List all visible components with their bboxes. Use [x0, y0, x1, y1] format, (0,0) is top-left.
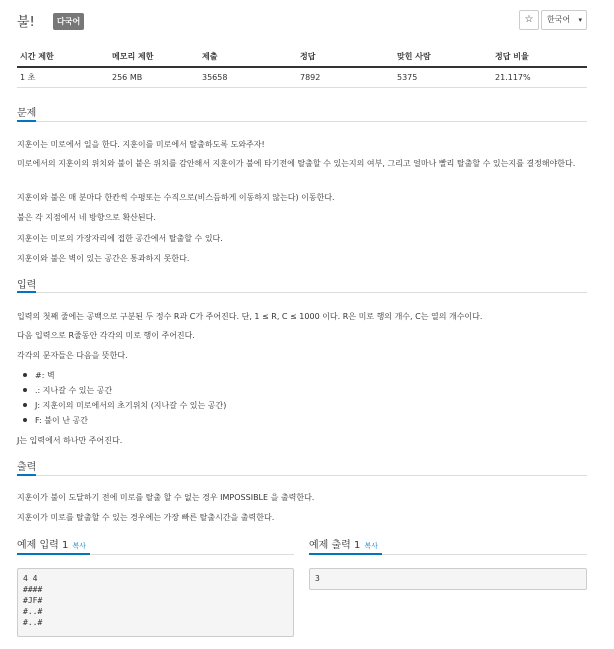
language-select[interactable] — [541, 10, 587, 30]
section-divider — [17, 475, 587, 476]
header-submissions: 제출 — [199, 47, 297, 67]
input-paragraph: 다음 입력으로 R줄동안 각각의 미로 행이 주어진다. — [17, 331, 195, 340]
problem-paragraph: 지훈이는 미로에서 일을 한다. 지훈이를 미로에서 탈출하도록 도와주자! — [17, 140, 265, 149]
section-underline — [17, 291, 36, 293]
submissions-value[interactable]: 35658 — [199, 67, 297, 88]
symbol-list — [17, 369, 226, 429]
sample-input-label: 예제 입력 1 — [17, 540, 69, 551]
input-paragraph: 각각의 문자들은 다음을 뜻한다. — [17, 351, 128, 360]
problem-paragraph: 지훈이와 불은 매 분마다 한칸씩 수평또는 수직으로(비스듬하게 이동하지 않는다) 이동한다. — [17, 193, 335, 202]
section-underline — [17, 474, 36, 476]
input-paragraph: 입력의 첫째 줄에는 공백으로 구분된 두 정수 R과 C가 주어진다. 단, 1 ≤ R, C ≤ 1000 이다. R은 미로 행의 개수, C는 열의 개수이다. — [17, 312, 483, 321]
list-item: .: 지나갈 수 있는 공간 — [17, 384, 226, 399]
problem-paragraph: 불은 각 지점에서 네 방향으로 확산된다. — [17, 213, 156, 222]
sample-output-title — [309, 536, 378, 551]
copy-input-link[interactable]: 복사 — [72, 542, 86, 550]
problem-paragraph: 지훈이는 미로의 가장자리에 접한 공간에서 탈출할 수 있다. — [17, 234, 223, 243]
copy-output-link[interactable]: 복사 — [364, 542, 378, 550]
sample-input-box[interactable]: 4 4 #### #JF# #..# #..# — [17, 568, 294, 637]
output-paragraph: 지훈이가 불이 도달하기 전에 미로를 탈출 할 수 없는 경우 IMPOSSIBLE 을 출력한다. — [17, 493, 315, 502]
accepted-value[interactable]: 7892 — [297, 67, 394, 88]
list-item: F: 불이 난 공간 — [17, 414, 226, 429]
star-icon[interactable]: ☆ — [519, 10, 539, 30]
input-footer: J는 입력에서 하나만 주어진다. — [17, 436, 123, 445]
section-divider — [17, 121, 587, 122]
ratio-value: 21.117% — [492, 67, 587, 88]
problem-paragraph: 지훈이와 불은 벽이 있는 공간은 통과하지 못한다. — [17, 254, 190, 263]
problem-info-table — [17, 47, 587, 88]
header-time-limit: 시간 제한 — [17, 47, 109, 67]
section-underline — [17, 120, 36, 122]
problem-paragraph: 미로에서의 지훈이의 위치와 불이 붙은 위치를 감안해서 지훈이가 불에 타기전에 탈출할 수 있는지의 여부, 그리고 얼마나 빨리 탈출할 수 있는지를 결정해야한다. — [17, 159, 576, 168]
time-limit-value: 1 초 — [17, 67, 109, 88]
section-divider — [17, 292, 587, 293]
multilang-badge: 다국어 — [53, 13, 84, 30]
list-item: J: 지훈이의 미로에서의 초기위치 (지나갈 수 있는 공간) — [17, 399, 226, 414]
info-header-row — [17, 47, 587, 67]
info-data-row — [17, 67, 587, 88]
header-ratio: 정답 비율 — [492, 47, 587, 67]
section-underline — [309, 553, 382, 555]
list-item: #: 벽 — [17, 369, 226, 384]
sample-output-label: 예제 출력 1 — [309, 540, 361, 551]
section-title-input: 입력 — [17, 280, 37, 291]
memory-limit-value: 256 MB — [109, 67, 199, 88]
solvers-value[interactable]: 5375 — [394, 67, 492, 88]
header-memory-limit: 메모리 제한 — [109, 47, 199, 67]
sample-input-title — [17, 536, 86, 551]
problem-title: 불! — [17, 15, 35, 30]
output-paragraph: 지훈이가 미로를 탈출할 수 있는 경우에는 가장 빠른 탈출시간을 출력한다. — [17, 513, 275, 522]
section-title-output: 출력 — [17, 462, 37, 473]
sample-output-box[interactable]: 3 — [309, 568, 587, 590]
header-solvers: 맞힌 사람 — [394, 47, 492, 67]
section-title-problem: 문제 — [17, 108, 37, 119]
caret-down-icon: ▾ — [578, 16, 582, 24]
header-accepted: 정답 — [297, 47, 394, 67]
problem-header — [17, 10, 587, 32]
language-select-value: 한국어 — [547, 15, 571, 24]
section-underline — [17, 553, 90, 555]
